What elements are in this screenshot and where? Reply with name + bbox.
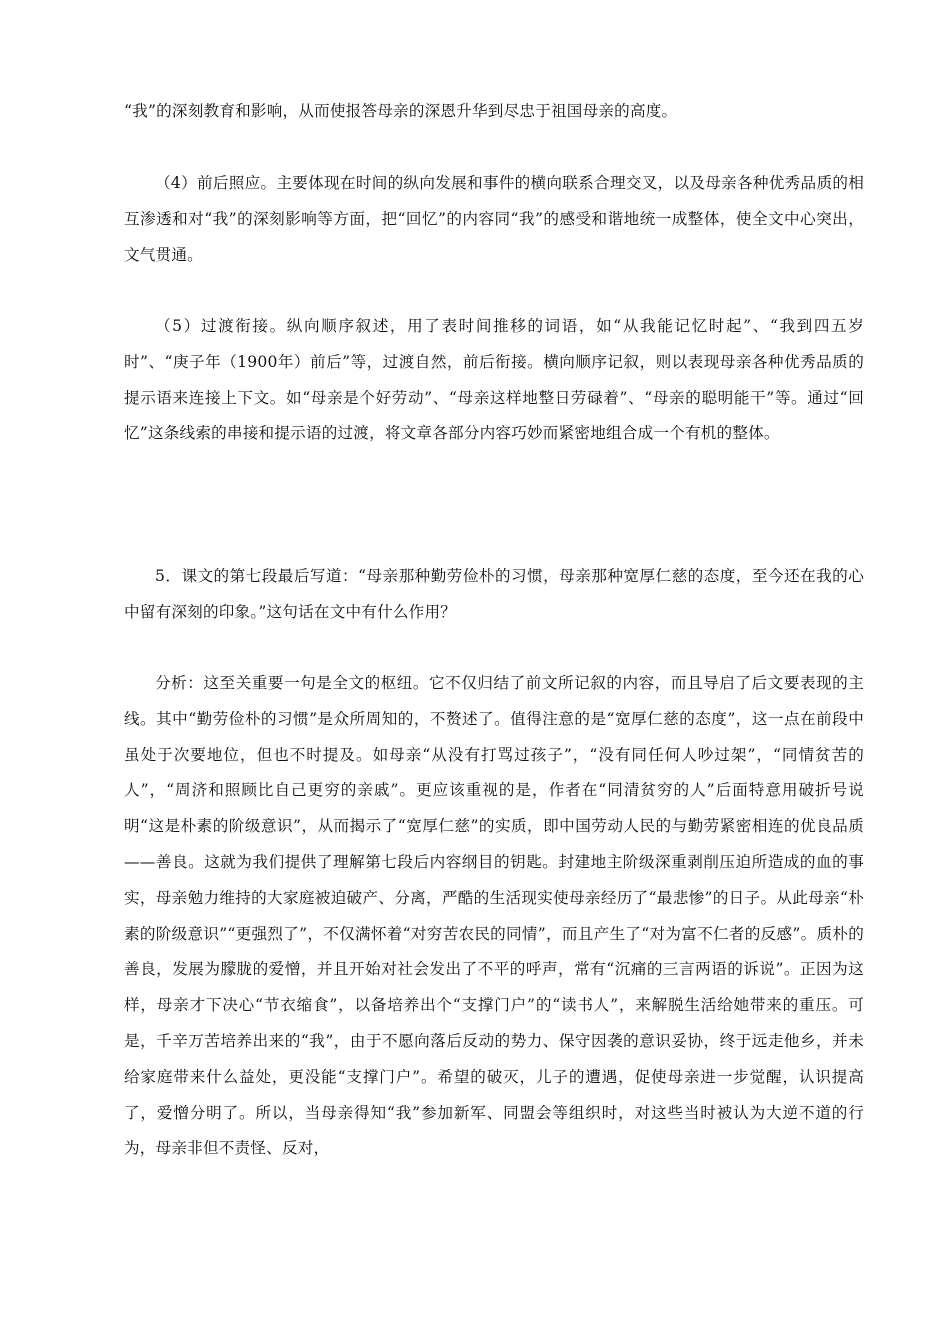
analysis-paragraph: 分析：这至关重要一句是全文的枢纽。它不仅归结了前文所记叙的内容，而且导启了后文要表现的主线。其中“勤劳俭朴的习惯”是众所周知的，不赘述了。值得注意的是“宽厚仁慈的态度”，这一点在前段中虽处于次要地位，但也不时提及。如母亲“从没有打骂过孩子”，“没有同任何人吵过架”，“同情贫苦的人”，“周济和照顾比自己更穷的亲戚”。更应该重视的是，作者在“同清贫穷的人”后面特意用破折号说明“这是朴素的阶级意识”，从而揭示了“宽厚仁慈”的实质，即中国劳动人民的与勤劳紧密相连的优良品质——善良。这就为我们提供了理解第七段后内容纲目的钥匙。封建地主阶级深重剥削压迫所造成的血的事实，母亲勉力维持的大家庭被迫破产、分离，严酷的生活现实使母亲经历了“最悲惨”的日子。从此母亲“朴素的阶级意识”“更强烈了”，不仅满怀着“对穷苦农民的同情”，而且产生了“对为富不仁者的反感”。质朴的善良，发展为朦胧的爱憎，并且开始对社会发出了不平的呼声，常有“沉痛的三言两语的诉说”。正因为这样，母亲才下决心“节衣缩食”，以备培养出个“支撑门户”的“读书人”，来解脱生活给她带来的重压。可是，千辛万苦培养出来的“我”，由于不愿向落后反动的势力、保守因袭的意识妥协，终于远走他乡，并未给家庭带来什么益处，更没能“支撑门户”。希望的破灭，儿子的遭遇，促使母亲进一步觉醒，认识提高了，爱憎分明了。所以，当母亲得知“我”参加新军、同盟会等组织时，对这些当时被认为大逆不道的行为，母亲非但不责怪、反对， [124,674,864,1158]
paragraph-point-5: （5）过渡衔接。纵向顺序叙述，用了表时间推移的词语，如“从我能记忆时起”、“我到四五岁时”、“庚子年（1900年）前后”等，过渡自然，前后衔接。横向顺序记叙，则以表现母亲各种优秀品质的提示语来连接上下文。如“母亲是个好劳动”、“母亲这样地整日劳碌着”、“母亲的聪明能干”等。通过“回忆”这条线索的串接和提示语的过渡，将文章各部分内容巧妙而紧密地组合成一个有机的整体。 [124,317,864,443]
paragraph-point-4: （4）前后照应。主要体现在时间的纵向发展和事件的横向联系合理交叉，以及母亲各种优秀品质的相互渗透和对“我”的深刻影响等方面，把“回忆”的内容同“我”的感受和谐地统一成整体，使全文中心突出，文气贯通。 [124,174,864,264]
question-5: 5．课文的第七段最后写道：“母亲那种勤劳俭朴的习惯，母亲那种宽厚仁慈的态度，至今还在我的心中留有深刻的印象。”这句话在文中有什么作用？ [124,567,864,621]
paragraph-continuation: “我”的深刻教育和影响，从而使报答母亲的深恩升华到尽忠于祖国母亲的高度。 [124,102,678,120]
